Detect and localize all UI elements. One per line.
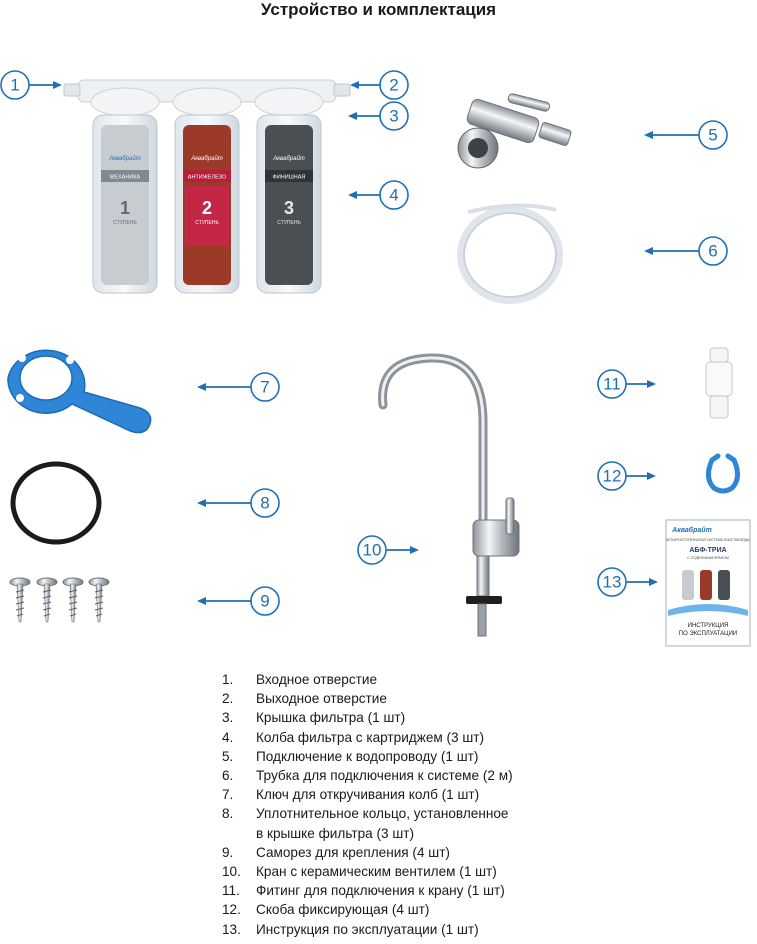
- callout-11: [598, 370, 656, 398]
- page-title: Устройство и комплектация: [260, 0, 497, 19]
- cartridge-1-name: МЕХАНИКА: [109, 174, 141, 181]
- callout-8: [197, 489, 279, 517]
- svg-text:8: 8: [260, 493, 270, 513]
- o-ring: [13, 464, 99, 542]
- svg-text:2: 2: [389, 75, 399, 95]
- legend-item-7: 7. Ключ для откручивания колб (1 шт): [222, 787, 480, 803]
- callout-4: [348, 181, 408, 209]
- svg-text:10: 10: [362, 540, 382, 560]
- filter-bowl-1: [93, 115, 157, 293]
- locking-clip: [708, 456, 737, 491]
- cartridge-3-brand: Аквабрайт: [273, 156, 305, 162]
- callout-1: [1, 71, 62, 99]
- tube-coil: [460, 205, 560, 301]
- callout-10: [358, 536, 419, 564]
- callout-12: [598, 462, 656, 490]
- svg-text:11: 11: [603, 374, 621, 394]
- callout-7: [197, 373, 279, 401]
- parts-legend: [222, 670, 642, 939]
- svg-text:4: 4: [389, 185, 399, 205]
- callout-2: [350, 71, 408, 99]
- svg-text:12: 12: [602, 466, 622, 486]
- legend-item-1: 1. Входное отверстие: [222, 672, 378, 687]
- filter-bowl-2: [175, 115, 239, 293]
- cartridge-3-number: 3: [283, 198, 295, 218]
- callout-5: [644, 121, 727, 149]
- cartridge-2-number: 2: [201, 198, 213, 218]
- screws: [10, 578, 109, 622]
- cartridge-2-brand: Аквабрайт: [191, 156, 223, 162]
- legend-item-5: 5. Подключение к водопроводу (1 шт): [222, 748, 479, 764]
- callout-3: [348, 102, 408, 130]
- water-connection-adapter: [458, 93, 572, 168]
- legend-item-12: 12. Скоба фиксирующая (4 шт): [222, 902, 430, 918]
- manual-model: АБФ-ТРИА: [689, 547, 727, 554]
- inlet-port: [64, 84, 80, 96]
- manual-brand: Аквабрайт: [672, 527, 712, 534]
- svg-text:5: 5: [708, 125, 718, 145]
- filter-bowl-3: [257, 115, 321, 293]
- instruction-manual: [666, 520, 750, 646]
- manual-subtitle: ЧЕТЫРЕХСТУПЕНЧАТАЯ СИСТЕМА ОЧИСТКИ ВОДЫ: [665, 538, 751, 542]
- legend-item-6: 6. Трубка для подключения к системе (2 м): [222, 768, 513, 784]
- legend-item-11: 11. Фитинг для подключения к крану (1 шт): [222, 883, 505, 899]
- svg-text:13: 13: [602, 572, 622, 592]
- filter-unit: [64, 80, 350, 293]
- legend-item-3: 3. Крышка фильтра (1 шт): [222, 710, 406, 726]
- manual-caption-1: ИНСТРУКЦИЯ: [687, 623, 729, 629]
- cartridge-2-stage: СТУПЕНЬ: [195, 220, 219, 226]
- svg-text:3: 3: [389, 106, 399, 126]
- callout-6: [644, 237, 727, 265]
- outlet-port: [334, 84, 350, 96]
- callout-9: [197, 587, 279, 615]
- cartridge-1-stage: СТУПЕНЬ: [113, 220, 137, 226]
- svg-text:9: 9: [260, 591, 270, 611]
- svg-text:6: 6: [708, 241, 718, 261]
- cartridge-2-name: АНТИЖЕЛЕЗО: [187, 174, 227, 181]
- legend-item-4: 4. Колба фильтра с картриджем (3 шт): [222, 729, 485, 745]
- legend-item-2: 2. Выходное отверстие: [222, 691, 387, 707]
- cartridge-1-number: 1: [119, 198, 131, 218]
- cartridge-3-name: ФИНИШНАЯ: [272, 174, 306, 181]
- manual-model-note: С ОТДЕЛЬНЫМ КРАНОМ: [687, 556, 729, 560]
- legend-item-9: 9. Саморез для крепления (4 шт): [222, 844, 450, 860]
- faucet: [383, 358, 519, 636]
- housing-wrench: [8, 350, 151, 432]
- legend-item-10: 10. Кран с керамическим вентилем (1 шт): [222, 864, 497, 880]
- callout-13: [598, 568, 658, 596]
- legend-item-13: 13. Инструкция по эксплуатации (1 шт): [222, 921, 479, 937]
- svg-text:1: 1: [10, 75, 20, 95]
- cartridge-1-brand: Аквабрайт: [109, 156, 141, 162]
- legend-item-8: 8. Уплотнительное кольцо, установленное в крышке фильтра (3 шт): [222, 806, 509, 841]
- push-fitting: [706, 348, 732, 418]
- manual-caption-2: ПО ЭКСПЛУАТАЦИИ: [678, 631, 738, 637]
- svg-text:7: 7: [260, 377, 270, 397]
- cartridge-3-stage: СТУПЕНЬ: [277, 220, 301, 226]
